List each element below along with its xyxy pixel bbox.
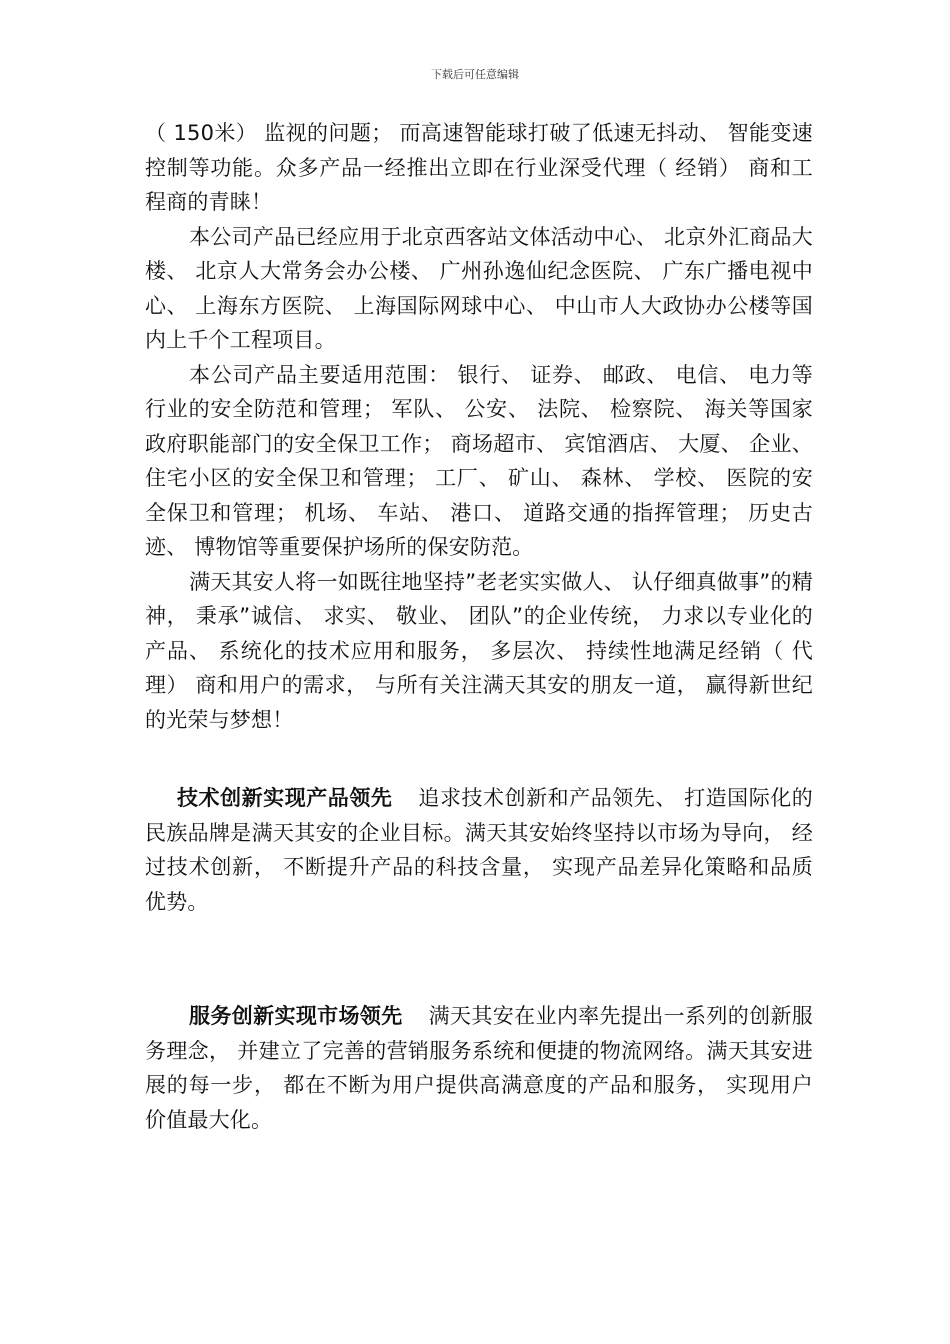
- section-heading: 服务创新实现市场领先: [189, 1004, 403, 1028]
- paragraph-company-spirit: 满天其安人将一如既往地坚持”老老实实做人、 认仔细真做事”的精神， 秉承”诚信、 求实、 敬业、 团队”的企业传统， 力求以专业化的产品、 系统化的技术应用和服务， 多层次、 持续性地满足经销（ 代理） 商和用户的需求， 与所有关注满天其安的朋友一道， 赢得新世纪的光荣与梦想！: [145, 569, 813, 732]
- page-header: 下载后可任意编辑: [431, 68, 519, 81]
- paragraph-projects: 本公司产品已经应用于北京西客站文体活动中心、 北京外汇商品大楼、 北京人大常务会办公楼、 广州孙逸仙纪念医院、 广东广播电视中心、 上海东方医院、 上海国际网球中心、 中山市人大政协办公楼等国内上千个工程项目。: [145, 224, 813, 352]
- paragraph-intro-continued: （ 150米） 监视的问题； 而高速智能球打破了低速无抖动、 智能变速控制等功能。众多产品一经推出立即在行业深受代理（ 经销） 商和工程商的青睐！: [145, 121, 813, 214]
- section-body: 满天其安在业内率先提出一系列的创新服务理念， 并建立了完善的营销服务系统和便捷的物流网络。满天其安进展的每一步， 都在不断为用户提供高满意度的产品和服务， 实现用户价值最大化。: [145, 1004, 814, 1132]
- section-heading: 技术创新实现产品领先: [177, 786, 393, 810]
- document-body: [145, 116, 813, 1137]
- section-body: 追求技术创新和产品领先、 打造国际化的民族品牌是满天其安的企业目标。满天其安始终坚持以市场为导向， 经过技术创新， 不断提升产品的科技含量， 实现产品差异化策略和品质优势。: [145, 786, 813, 914]
- section-service-innovation: [145, 999, 813, 1137]
- paragraph-application-scope: 本公司产品主要适用范围： 银行、 证券、 邮政、 电信、 电力等行业的安全防范和管理； 军队、 公安、 法院、 检察院、 海关等国家政府职能部门的安全保卫工作； 商场超市、 宾馆酒店、 大厦、 企业、 住宅小区的安全保卫和管理； 工厂、 矿山、 森林、 学校、 医院的安全保卫和管理； 机场、 车站、 港口、 道路交通的指挥管理； 历史古迹、 博物馆等重要保护场所的保安防范。: [145, 362, 813, 559]
- section-technology-innovation: [145, 781, 813, 919]
